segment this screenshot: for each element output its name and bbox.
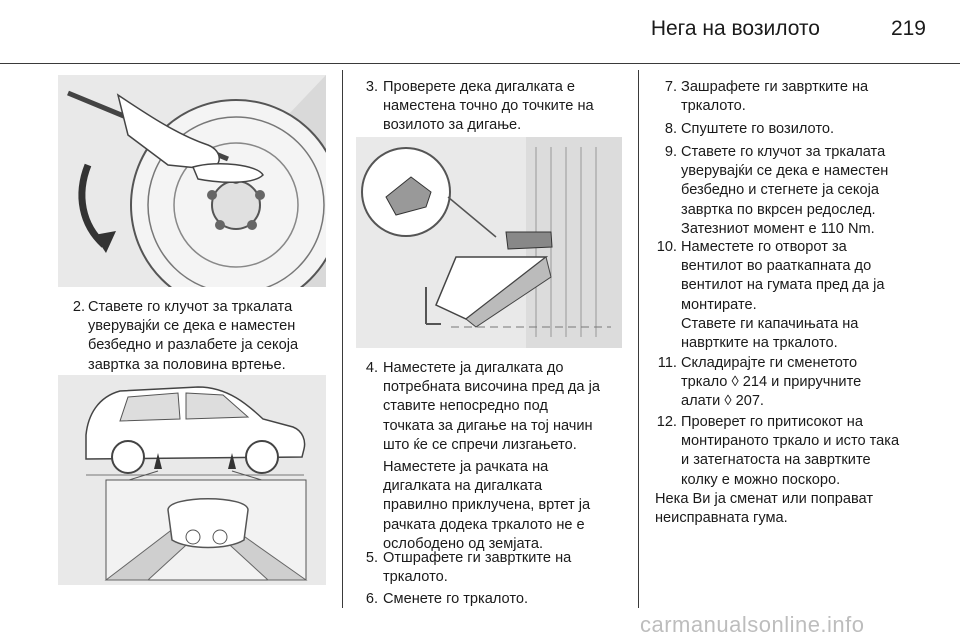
note-text-line: правилно приклучена, вртет ја [383, 497, 591, 514]
step-text-line: точката за дигање на тој начин [383, 417, 593, 434]
step-text-line: наместена точно до точките на [383, 98, 594, 115]
step-text-line: Наместете ја дигалката до [383, 360, 564, 376]
note-text-line: Ставете ги капачињата на [681, 316, 859, 332]
jack-placement-illustration [356, 137, 622, 348]
step-number: 4. [365, 360, 378, 376]
step-text-line: Проверете дека дигалката е [383, 79, 575, 95]
step-number: 8. [664, 121, 677, 137]
note-text-line: рачката додека тркалото не е [383, 516, 585, 533]
step-text-line: тркалото. [383, 569, 448, 586]
step-text-line: уверувајќи се дека е наместен [681, 163, 889, 180]
step-text-line: Зашрафете ги завртките на [681, 79, 869, 95]
step-text-line: возилото за дигање. [383, 117, 522, 134]
step-text-line: монтираното тркало и исто така [681, 433, 900, 450]
step-text-line: потребната височина пред да ја [383, 379, 600, 396]
step-text-line: колку е можно поскоро. [681, 471, 841, 488]
step-text-line: Спуштете го возилото. [681, 121, 835, 137]
step-4-note [383, 458, 635, 554]
step-text-line: вентилот на гумата пред да ја [681, 277, 885, 294]
note-text-line: дигалката на дигалката [383, 478, 543, 495]
step-text-line: ставите непосредно под [383, 398, 548, 415]
step-text-line: алати ◊ 207. [681, 393, 764, 410]
step-text-line: безбедно и стегнете ја секоја [681, 182, 879, 199]
step-text-line: монтирате. [681, 296, 757, 313]
step-text-line: Наместете го отворот за [681, 239, 847, 255]
step-number: 2. [72, 299, 85, 315]
header-divider [0, 63, 960, 64]
page-header-title: Нега на возилото [650, 17, 820, 40]
step-text-line: завртка по вкрсен редослед. [681, 201, 876, 218]
note-text-line: ослободено од земјата. [383, 535, 543, 552]
step-text-line: тркало ◊ 214 и приручните [681, 374, 862, 391]
step-text-line: Отшрафете ги завртките на [383, 550, 572, 566]
step-10-note [681, 315, 931, 353]
column-divider-1 [342, 70, 343, 608]
step-number: 6. [365, 591, 378, 607]
step-text-line: и затегнатоста на завртките [681, 452, 871, 469]
step-number: 5. [365, 550, 378, 566]
step-number: 3. [365, 79, 378, 95]
step-text-line: завртка за половина вртење. [88, 356, 286, 373]
step-text-line: вентилот во рааткапната до [681, 258, 872, 275]
step-number: 12. [656, 414, 677, 430]
car-jacking-points-illustration [58, 375, 326, 585]
step-text-line: безбедно и разлабете ја секоја [88, 337, 299, 354]
column-divider-2 [638, 70, 639, 608]
wheel-wrench-illustration [58, 75, 326, 287]
page-number: 219 [890, 17, 926, 40]
step-text-line: Проверет го притисокот на [681, 414, 863, 430]
step-number: 9. [664, 144, 677, 160]
step-text-line: Складирајте ги сменетото [681, 355, 858, 371]
note-text-line: Наместете ја рачката на [383, 459, 549, 475]
closing-paragraph [655, 490, 935, 528]
footer-watermark: carmanualsonline.info [640, 612, 865, 637]
closing-text-line: неисправната гума. [655, 510, 788, 527]
step-number: 7. [664, 79, 677, 95]
step-text-line: Затезниот момент е 110 Nm. [681, 220, 875, 237]
step-text-line: Ставете го клучот за тркалата [88, 299, 293, 315]
step-text-line: што ќе се спречи лизгањето. [383, 436, 577, 453]
step-text-line: тркалото. [681, 98, 746, 115]
closing-text-line: Нека Ви ја сменат или поправат [655, 491, 874, 507]
step-text-line: Сменете го тркалото. [383, 591, 529, 607]
step-number: 10. [656, 239, 677, 255]
step-text-line: Ставете го клучот за тркалата [681, 144, 886, 160]
step-text-line: уверувајќи се дека е наместен [88, 318, 296, 335]
step-number: 11. [657, 355, 677, 371]
note-text-line: навртките на тркалото. [681, 335, 838, 352]
